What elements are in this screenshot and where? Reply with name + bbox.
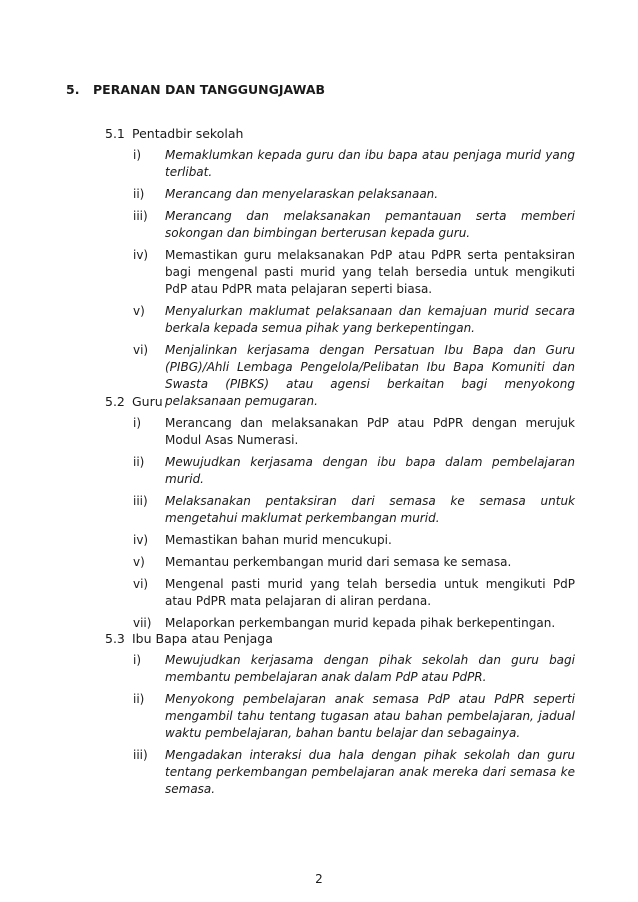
item-text: Mengenal pasti murid yang telah bersedia untuk mengikuti PdP atau PdPR mata pelajaran di aliran perdana. — [165, 577, 575, 608]
page-number: 2 — [315, 872, 323, 886]
subsection-heading — [105, 630, 575, 652]
list-item — [105, 415, 575, 449]
item-marker: vi) — [133, 343, 149, 357]
item-marker: i) — [133, 653, 142, 667]
item-list — [105, 147, 575, 410]
subsection-heading — [105, 393, 575, 415]
item-marker: v) — [133, 304, 145, 318]
list-item — [105, 454, 575, 488]
item-text: Merancang dan melaksanakan pemantauan serta memberi sokongan dan bimbingan berterusan kepada guru. — [165, 209, 575, 240]
list-item — [105, 147, 575, 181]
subsection-title: Pentadbir sekolah — [132, 126, 244, 141]
item-marker: iii) — [133, 209, 148, 223]
item-text: Memaklumkan kepada guru dan ibu bapa atau penjaga murid yang terlibat. — [165, 148, 575, 179]
item-text: Memantau perkembangan murid dari semasa ke semasa. — [165, 555, 512, 569]
subsection-title: Ibu Bapa atau Penjaga — [132, 631, 273, 646]
item-marker: iii) — [133, 748, 148, 762]
list-item — [105, 554, 575, 571]
item-text: Melaporkan perkembangan murid kepada pihak berkepentingan. — [165, 616, 556, 630]
subsection-5-2 — [105, 393, 575, 637]
list-item — [105, 493, 575, 527]
item-marker: vi) — [133, 577, 149, 591]
item-marker: ii) — [133, 692, 145, 706]
item-text: Mengadakan interaksi dua hala dengan pihak sekolah dan guru tentang perkembangan pembelajaran anak mereka dari semasa ke semasa. — [165, 748, 575, 796]
item-marker: ii) — [133, 187, 145, 201]
list-item — [105, 532, 575, 549]
item-text: Memastikan guru melaksanakan PdP atau PdPR serta pentaksiran bagi mengenal pasti murid yang telah bersedia untuk mengikuti PdP atau PdPR mata pelajaran seperti biasa. — [165, 248, 575, 296]
list-item — [105, 691, 575, 742]
subsection-number: 5.1 — [105, 126, 125, 141]
item-text: Menyalurkan maklumat pelaksanaan dan kemajuan murid secara berkala kepada semua pihak yang berkepentingan. — [165, 304, 575, 335]
item-text: Menjalinkan kerjasama dengan Persatuan Ibu Bapa dan Guru (PIBG)/Ahli Lembaga Pengelola/Pelibatan Ibu Bapa Komuniti dan Swasta (PIBKS) atau agensi berkaitan bagi menyokong pelaksanaan pemugaran. — [165, 343, 575, 408]
list-item — [105, 208, 575, 242]
subsection-number: 5.3 — [105, 631, 125, 646]
heading-number: 5. — [66, 82, 80, 97]
item-marker: v) — [133, 555, 145, 569]
list-item — [105, 652, 575, 686]
item-text: Mewujudkan kerjasama dengan ibu bapa dalam pembelajaran murid. — [165, 455, 575, 486]
item-marker: iv) — [133, 248, 149, 262]
item-marker: ii) — [133, 455, 145, 469]
item-list — [105, 652, 575, 798]
item-marker: iv) — [133, 533, 149, 547]
heading-title: PERANAN DAN TANGGUNGJAWAB — [93, 82, 326, 97]
item-text: Melaksanakan pentaksiran dari semasa ke semasa untuk mengetahui maklumat perkembangan murid. — [165, 494, 575, 525]
item-list — [105, 415, 575, 632]
item-text: Menyokong pembelajaran anak semasa PdP atau PdPR seperti mengambil tahu tentang tugasan atau bahan pembelajaran, jadual waktu pembelajaran, bahan bantu belajar dan sebagainya. — [165, 692, 575, 740]
subsection-title: Guru — [132, 394, 163, 409]
item-text: Merancang dan melaksanakan PdP atau PdPR dengan merujuk Modul Asas Numerasi. — [165, 416, 575, 447]
section-heading — [66, 82, 325, 97]
list-item — [105, 186, 575, 203]
item-marker: vii) — [133, 616, 152, 630]
subsection-5-1 — [105, 125, 575, 415]
list-item — [105, 576, 575, 610]
item-text: Memastikan bahan murid mencukupi. — [165, 533, 392, 547]
item-marker: iii) — [133, 494, 148, 508]
item-text: Mewujudkan kerjasama dengan pihak sekolah dan guru bagi membantu pembelajaran anak dalam PdP atau PdPR. — [165, 653, 575, 684]
subsection-5-3 — [105, 630, 575, 803]
subsection-number: 5.2 — [105, 394, 125, 409]
list-item — [105, 247, 575, 298]
list-item — [105, 303, 575, 337]
list-item — [105, 747, 575, 798]
item-marker: i) — [133, 148, 142, 162]
subsection-heading — [105, 125, 575, 147]
item-text: Merancang dan menyelaraskan pelaksanaan. — [165, 187, 439, 201]
item-marker: i) — [133, 416, 142, 430]
